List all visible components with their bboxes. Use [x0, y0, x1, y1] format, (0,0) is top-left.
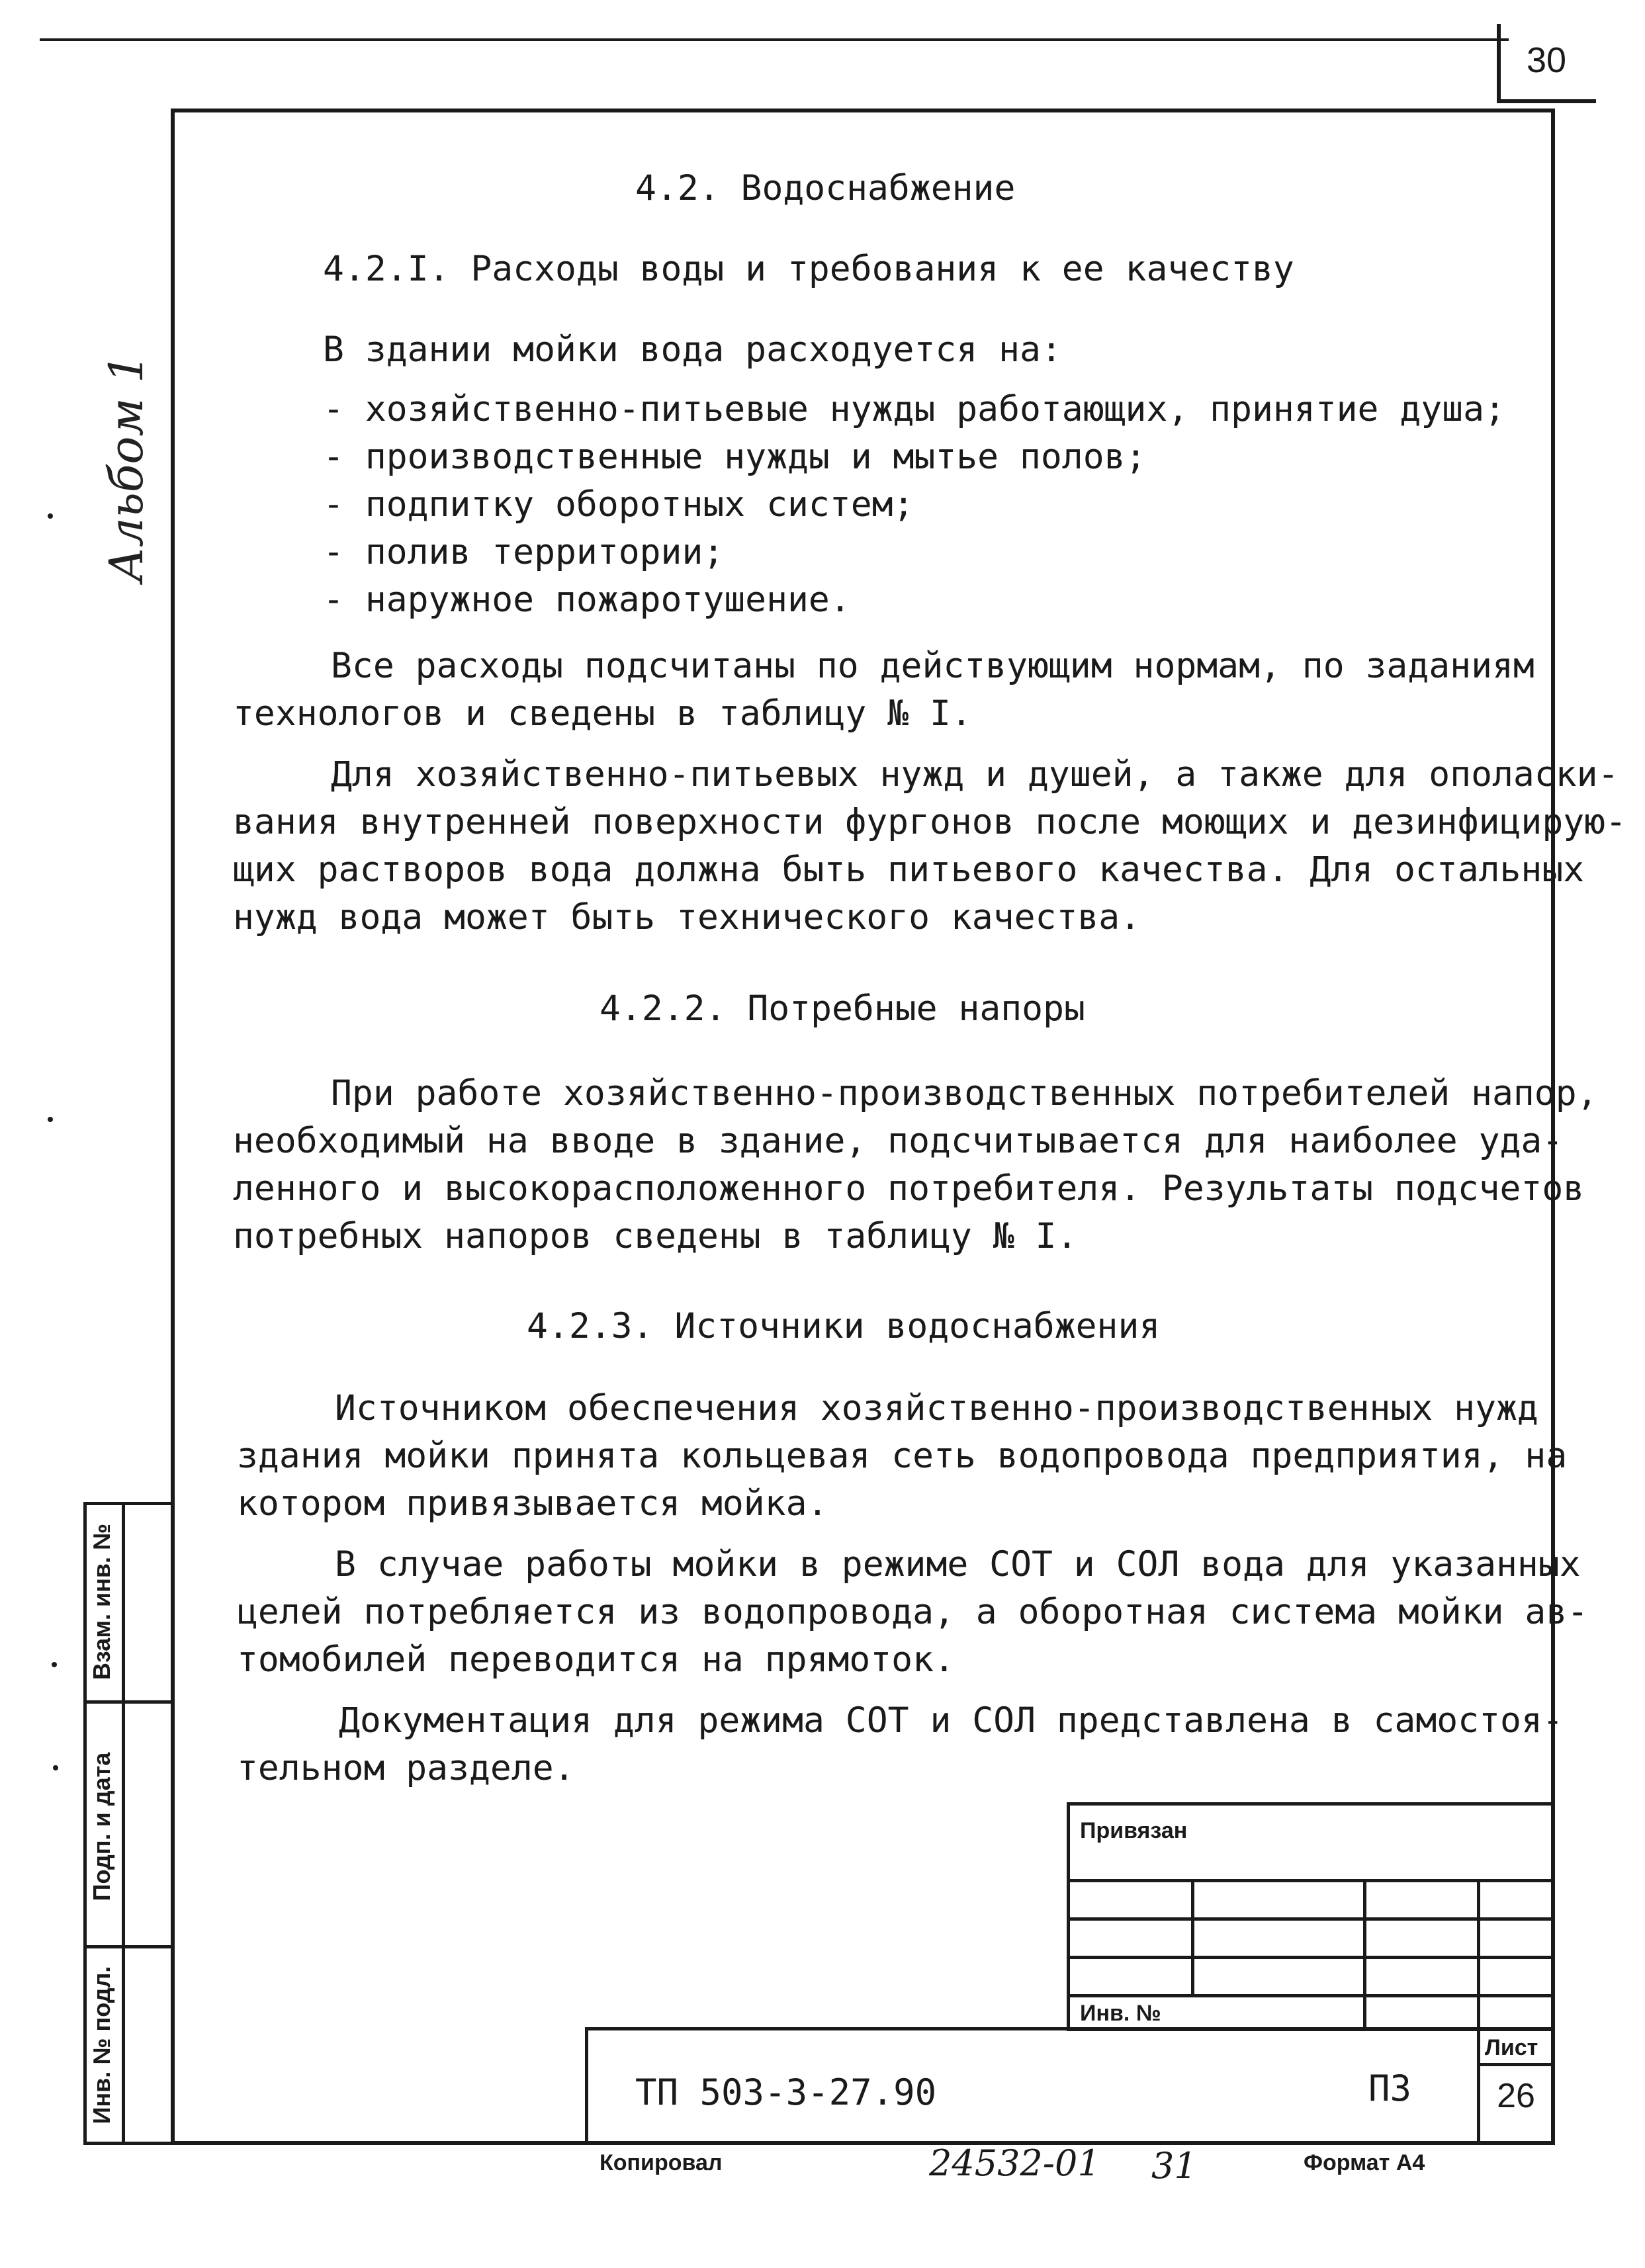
table-rule [1067, 1879, 1555, 1882]
paragraph-line: необходимый на вводе в здание, подсчитывается для наиболее уда- [233, 1121, 1564, 1161]
label-inv-no: Инв. № [1080, 2001, 1161, 2026]
table-col [1363, 1879, 1366, 2031]
page-number: 30 [1526, 40, 1567, 80]
paragraph-line: ленного и высокорасположенного потребителя. Результаты подсчетов [233, 1168, 1585, 1209]
label-inv-podl: Инв. № подл. [88, 1966, 115, 2124]
paragraph-line: нужд вода может быть технического качества. [233, 897, 1141, 938]
paragraph-line: В случае работы мойки в режиме СОТ и СОЛ вода для указанных [335, 1544, 1581, 1585]
heading-water-sources: 4.2.3. Источники водоснабжения [527, 1306, 1161, 1346]
list-item: - наружное пожаротушение. [323, 580, 851, 620]
label-vzam-inv: Взам. инв. № [88, 1523, 115, 1680]
list-item: - подпитку оборотных систем; [323, 484, 914, 525]
paragraph-line: потребных напоров сведены в таблицу № I. [233, 1216, 1078, 1256]
sheet-number: 26 [1497, 2077, 1535, 2115]
table-rule [1067, 1917, 1555, 1921]
title-rule [1477, 2063, 1555, 2066]
heading-water-consumption: 4.2.I. Расходы воды и требования к ее качеству [323, 249, 1294, 289]
paragraph-line: Для хозяйственно-питьевых нужд и душей, а также для ополаски- [331, 754, 1619, 795]
top-rule [40, 38, 1509, 41]
intro-text: В здании мойки вода расходуется на: [323, 329, 1062, 370]
section-code: ПЗ [1368, 2068, 1412, 2109]
paragraph-line: целей потребляется из водопровода, а оборотная система мойки ав- [237, 1592, 1589, 1632]
document-code: ТП 503-3-27.90 [635, 2072, 937, 2113]
paragraph-line: Документация для режима СОТ и СОЛ представлена в самостоя- [339, 1700, 1564, 1741]
copy-number: 24532-01 [929, 2142, 1100, 2184]
label-format: Формат А4 [1304, 2150, 1425, 2175]
list-item: - производственные нужды и мытье полов; [323, 437, 1147, 477]
paragraph-line: вания внутренней поверхности фургонов после моющих и дезинфицирую- [233, 802, 1626, 842]
table-col [1191, 1879, 1194, 1995]
paragraph-line: При работе хозяйственно-производственных потребителей напор, [331, 1073, 1598, 1113]
paragraph-line: здания мойки принята кольцевая сеть водопровода предприятия, на [237, 1436, 1568, 1476]
list-item: - полив территории; [323, 532, 725, 572]
speck [48, 513, 53, 519]
table-col [1477, 1879, 1480, 2031]
label-list: Лист [1485, 2035, 1538, 2060]
heading-required-heads: 4.2.2. Потребные напоры [600, 988, 1085, 1029]
table-rule [1067, 1956, 1555, 1959]
speck [52, 1662, 57, 1667]
paragraph-line: томобилей переводится на прямоток. [237, 1639, 955, 1680]
label-privyazan: Привязан [1080, 1818, 1188, 1843]
album-mark: Альбом 1 [99, 353, 154, 582]
speck [53, 1765, 58, 1770]
paragraph-line: Все расходы подсчитаны по действующим нормам, по заданиям [331, 646, 1534, 686]
label-kopiroval: Копировал [600, 2150, 723, 2175]
label-podp-data: Подп. и дата [88, 1752, 115, 1901]
paragraph-line: Источником обеспечения хозяйственно-производственных нужд [335, 1388, 1538, 1428]
heading-water-supply: 4.2. Водоснабжение [635, 168, 1016, 208]
copy-number-2: 31 [1151, 2145, 1197, 2187]
list-item: - хозяйственно-питьевые нужды работающих, принятие душа; [323, 389, 1505, 429]
speck [48, 1117, 53, 1122]
paragraph-line: технологов и сведены в таблицу № I. [233, 693, 972, 734]
paragraph-line: щих растворов вода должна быть питьевого качества. Для остальных [233, 850, 1585, 890]
paragraph-line: котором привязывается мойка. [237, 1483, 828, 1524]
side-stamp-divider [122, 1502, 125, 2145]
paragraph-line: тельном разделе. [237, 1748, 575, 1788]
table-rule [1067, 1994, 1555, 1997]
